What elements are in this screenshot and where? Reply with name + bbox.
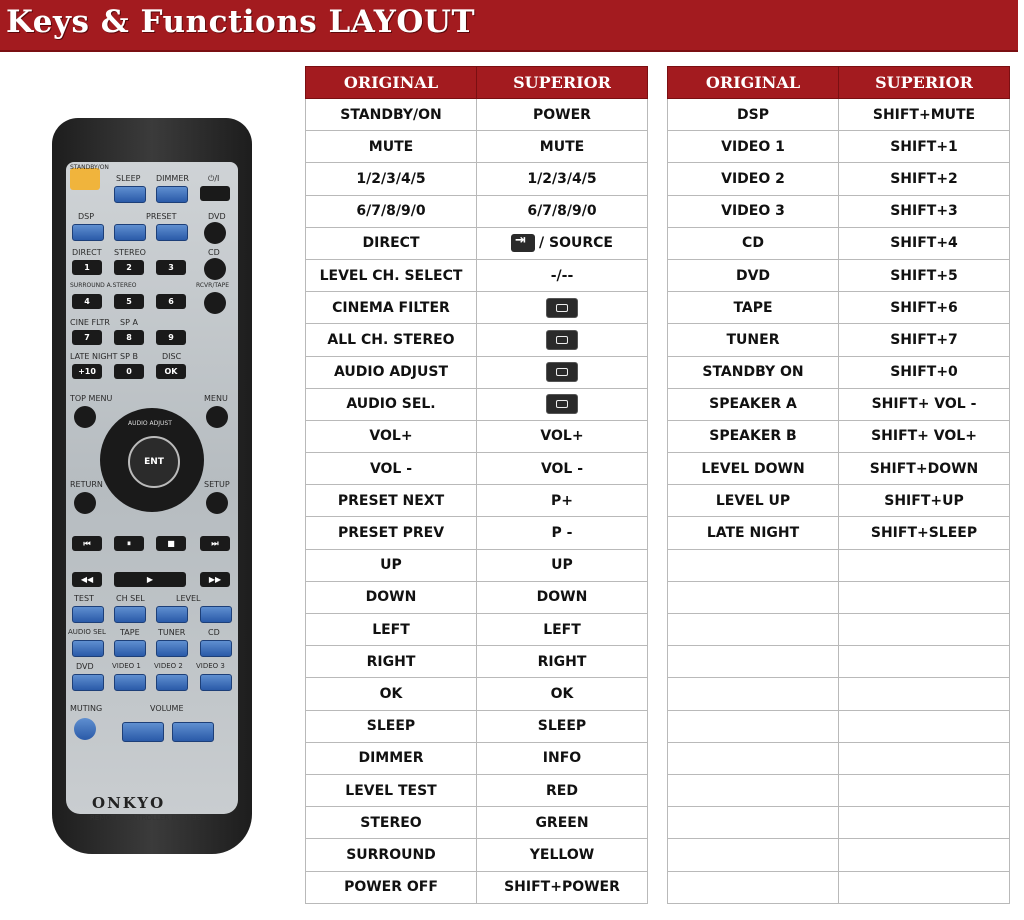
cell-superior: SHIFT+2 <box>839 163 1010 195</box>
table-row <box>306 646 648 678</box>
cell-original <box>668 614 839 646</box>
menu-label: MENU <box>204 394 228 403</box>
cell-original <box>668 710 839 742</box>
cell-original: SURROUND <box>306 839 477 871</box>
cell-superior: POWER <box>477 99 648 131</box>
key-icon <box>546 394 578 414</box>
level-up-button-image <box>200 606 232 623</box>
cell-superior <box>839 646 1010 678</box>
tuner-button-image <box>156 640 188 657</box>
cell-superior: -/-- <box>477 259 648 291</box>
table-row <box>306 742 648 774</box>
dvd2-label: DVD <box>76 662 94 671</box>
cell-original: UP <box>306 549 477 581</box>
cell-superior: RED <box>477 774 648 806</box>
cell-original: POWER OFF <box>306 871 477 903</box>
cell-superior <box>839 871 1010 903</box>
preset-label: PRESET <box>146 212 177 221</box>
table-row <box>668 292 1010 324</box>
cell-superior: LEFT <box>477 614 648 646</box>
cell-original: DIRECT <box>306 227 477 259</box>
remote-face <box>66 162 238 822</box>
direct-label: DIRECT <box>72 248 102 257</box>
cell-superior <box>839 678 1010 710</box>
number-3-image: 3 <box>156 260 186 275</box>
cell-original: LEVEL UP <box>668 485 839 517</box>
cell-original: RIGHT <box>306 646 477 678</box>
dvd-label: DVD <box>208 212 226 221</box>
cell-superior: SHIFT+6 <box>839 292 1010 324</box>
setup-label: SETUP <box>204 480 230 489</box>
number-1-image: 1 <box>72 260 102 275</box>
volume-down-button-image <box>122 722 164 742</box>
header-superior: SUPERIOR <box>839 67 1010 99</box>
standby-button-image <box>70 168 100 190</box>
table-row <box>668 99 1010 131</box>
cell-original <box>668 742 839 774</box>
cell-original: MUTE <box>306 131 477 163</box>
cell-original: SLEEP <box>306 710 477 742</box>
cell-superior <box>839 549 1010 581</box>
cine-label: CINE FLTR <box>70 318 110 327</box>
table-row <box>668 839 1010 871</box>
cell-original: LEVEL DOWN <box>668 453 839 485</box>
table-row <box>668 195 1010 227</box>
video1-button-image <box>114 674 146 691</box>
audiosel-button-image <box>72 640 104 657</box>
cell-original: STEREO <box>306 807 477 839</box>
dvd-input-button-image <box>72 674 104 691</box>
number-7-image: 7 <box>72 330 102 345</box>
page-header <box>0 0 1018 52</box>
cell-superior: SHIFT+7 <box>839 324 1010 356</box>
cell-superior: 6/7/8/9/0 <box>477 195 648 227</box>
forward-image: ▶▶ <box>200 572 230 587</box>
menu-button-image <box>206 406 228 428</box>
cell-superior <box>839 710 1010 742</box>
table-row <box>668 774 1010 806</box>
cell-superior-text: / SOURCE <box>539 235 613 252</box>
cell-original: 1/2/3/4/5 <box>306 163 477 195</box>
tape-button-image <box>114 640 146 657</box>
number-6-image: 6 <box>156 294 186 309</box>
cell-original: AUDIO ADJUST <box>306 356 477 388</box>
cell-original: 6/7/8/9/0 <box>306 195 477 227</box>
chsel-label: CH SEL <box>116 594 145 603</box>
stop-image: ■ <box>156 536 186 551</box>
cd-button-image <box>204 258 226 280</box>
cd-input-button-image <box>200 640 232 657</box>
enter-image: ENT <box>128 436 180 488</box>
table-row <box>668 646 1010 678</box>
cell-superior: SHIFT+ VOL+ <box>839 420 1010 452</box>
sleep-label: SLEEP <box>116 174 141 183</box>
number-8-image: 8 <box>114 330 144 345</box>
table-row <box>306 517 648 549</box>
cell-superior: SHIFT+DOWN <box>839 453 1010 485</box>
preset-right-button-image <box>156 224 188 241</box>
cell-superior <box>839 742 1010 774</box>
cell-original: PRESET NEXT <box>306 485 477 517</box>
tuner-label: TUNER <box>158 628 186 637</box>
ok-image: OK <box>156 364 186 379</box>
video3-label: VIDEO 3 <box>196 662 225 670</box>
video2-button-image <box>156 674 188 691</box>
header-superior: SUPERIOR <box>477 67 648 99</box>
volume-up-button-image <box>172 722 214 742</box>
dimmer-button-image <box>156 186 188 203</box>
table-row <box>668 388 1010 420</box>
spa-label: SP A <box>120 318 138 327</box>
table-row <box>668 549 1010 581</box>
model-label: REMOTE CONTROLLER RC-479S <box>90 814 202 822</box>
muting-button-image <box>74 718 96 740</box>
number-0-image: 0 <box>114 364 144 379</box>
setup-button-image <box>206 492 228 514</box>
cell-superior: OK <box>477 678 648 710</box>
cell-original <box>668 774 839 806</box>
cell-original: TUNER <box>668 324 839 356</box>
next-track-image: ⏭ <box>200 536 230 551</box>
cell-superior: UP <box>477 549 648 581</box>
table-row <box>306 614 648 646</box>
brand-logo: ONKYO <box>92 794 166 812</box>
cell-superior: SHIFT+3 <box>839 195 1010 227</box>
table-row <box>668 453 1010 485</box>
table-row <box>668 710 1010 742</box>
table-row <box>668 871 1010 903</box>
cell-original: VIDEO 3 <box>668 195 839 227</box>
cell-superior <box>477 324 648 356</box>
video3-button-image <box>200 674 232 691</box>
topmenu-button-image <box>74 406 96 428</box>
rcvr-button-image <box>204 292 226 314</box>
cell-original: DVD <box>668 259 839 291</box>
cell-superior: INFO <box>477 742 648 774</box>
cell-original: CINEMA FILTER <box>306 292 477 324</box>
return-label: RETURN <box>70 480 103 489</box>
audioadjust-label: AUDIO ADJUST <box>128 420 172 427</box>
table-row <box>668 742 1010 774</box>
table-row <box>668 356 1010 388</box>
cell-superior: 1/2/3/4/5 <box>477 163 648 195</box>
table-row <box>668 485 1010 517</box>
number-2-image: 2 <box>114 260 144 275</box>
cell-original <box>668 581 839 613</box>
table-row <box>306 259 648 291</box>
table-row <box>668 581 1010 613</box>
stereo-label: STEREO <box>114 248 146 257</box>
volume-label: VOLUME <box>150 704 184 713</box>
table-row <box>306 195 648 227</box>
topmenu-label: TOP MENU <box>70 394 113 403</box>
cell-original: CD <box>668 227 839 259</box>
cell-superior: VOL - <box>477 453 648 485</box>
mapping-table-left <box>305 66 648 904</box>
cell-superior <box>839 581 1010 613</box>
cell-original: VOL - <box>306 453 477 485</box>
table-row <box>306 710 648 742</box>
spb-label: SP B <box>120 352 138 361</box>
cell-superior: SHIFT+SLEEP <box>839 517 1010 549</box>
cell-original: VIDEO 2 <box>668 163 839 195</box>
plus10-image: +10 <box>72 364 102 379</box>
dsp-label: DSP <box>78 212 95 221</box>
table-row <box>668 163 1010 195</box>
table-row <box>306 678 648 710</box>
cell-superior: RIGHT <box>477 646 648 678</box>
chsel-button-image <box>114 606 146 623</box>
cell-original: SPEAKER B <box>668 420 839 452</box>
cell-superior: SHIFT+5 <box>839 259 1010 291</box>
table-row <box>306 292 648 324</box>
page-title: Keys & Functions LAYOUT <box>6 4 476 40</box>
cell-original: DIMMER <box>306 742 477 774</box>
table-row <box>306 163 648 195</box>
cell-original: STANDBY/ON <box>306 99 477 131</box>
number-5-image: 5 <box>114 294 144 309</box>
muting-label: MUTING <box>70 704 103 713</box>
cell-superior: VOL+ <box>477 420 648 452</box>
pause-image: ⏸ <box>114 536 144 551</box>
rcvr-label: RCVR/TAPE <box>196 282 230 289</box>
cell-original: TAPE <box>668 292 839 324</box>
cell-original: OK <box>306 678 477 710</box>
cell-superior: MUTE <box>477 131 648 163</box>
cell-original <box>668 807 839 839</box>
cell-original: LEFT <box>306 614 477 646</box>
cell-original: STANDBY ON <box>668 356 839 388</box>
header-original: ORIGINAL <box>668 67 839 99</box>
cell-superior <box>839 807 1010 839</box>
table-row <box>306 871 648 903</box>
cell-original: DSP <box>668 99 839 131</box>
rewind-image: ◀◀ <box>72 572 102 587</box>
table-row <box>306 581 648 613</box>
cell-superior: SHIFT+UP <box>839 485 1010 517</box>
cell-superior <box>839 839 1010 871</box>
cell-original: LEVEL CH. SELECT <box>306 259 477 291</box>
return-button-image <box>74 492 96 514</box>
dvd-button-image <box>204 222 226 244</box>
preset-left-button-image <box>114 224 146 241</box>
cell-original: LATE NIGHT <box>668 517 839 549</box>
table-row <box>306 227 648 259</box>
disc-label: DISC <box>162 352 182 361</box>
number-9-image: 9 <box>156 330 186 345</box>
cell-superior: SHIFT+1 <box>839 131 1010 163</box>
cell-original <box>668 871 839 903</box>
table-row <box>668 807 1010 839</box>
table-row <box>306 356 648 388</box>
cell-original: SPEAKER A <box>668 388 839 420</box>
cell-superior <box>477 227 648 259</box>
latenight-label: LATE NIGHT <box>70 352 118 361</box>
cell-original: ALL CH. STEREO <box>306 324 477 356</box>
table-row <box>306 549 648 581</box>
table-row <box>306 774 648 806</box>
table-row <box>306 807 648 839</box>
cell-original <box>668 839 839 871</box>
table-row <box>668 420 1010 452</box>
cell-original <box>668 549 839 581</box>
cd-label: CD <box>208 248 220 257</box>
cell-superior: SHIFT+MUTE <box>839 99 1010 131</box>
cell-original <box>668 678 839 710</box>
dsp-button-image <box>72 224 104 241</box>
power-label: ⏻/I <box>208 174 220 183</box>
sleep-button-image <box>114 186 146 203</box>
cell-superior: SHIFT+0 <box>839 356 1010 388</box>
cell-original: DOWN <box>306 581 477 613</box>
number-4-image: 4 <box>72 294 102 309</box>
cell-superior: P+ <box>477 485 648 517</box>
cell-superior <box>839 774 1010 806</box>
table-row <box>306 388 648 420</box>
table-row <box>668 131 1010 163</box>
cell-superior: P - <box>477 517 648 549</box>
cell-superior: SHIFT+POWER <box>477 871 648 903</box>
video1-label: VIDEO 1 <box>112 662 141 670</box>
table-row <box>306 839 648 871</box>
test-label: TEST <box>74 594 94 603</box>
key-icon <box>546 362 578 382</box>
cell-superior <box>839 614 1010 646</box>
table-row <box>306 99 648 131</box>
cell-superior: DOWN <box>477 581 648 613</box>
table-row <box>668 259 1010 291</box>
table-row <box>668 614 1010 646</box>
table-row <box>668 517 1010 549</box>
remote-control-image <box>52 118 252 854</box>
surround-label: SURROUND A.STEREO <box>70 282 137 289</box>
key-icon <box>546 298 578 318</box>
header-original: ORIGINAL <box>306 67 477 99</box>
tape-label: TAPE <box>120 628 140 637</box>
standby-label: STANDBY/ON <box>70 164 109 171</box>
cell-superior: SLEEP <box>477 710 648 742</box>
dimmer-label: DIMMER <box>156 174 189 183</box>
table-row <box>668 324 1010 356</box>
cd2-label: CD <box>208 628 220 637</box>
cell-superior: YELLOW <box>477 839 648 871</box>
power-button-image <box>200 186 230 201</box>
table-row <box>306 420 648 452</box>
cell-superior: SHIFT+4 <box>839 227 1010 259</box>
cell-superior: GREEN <box>477 807 648 839</box>
cell-superior <box>477 388 648 420</box>
table-row <box>668 678 1010 710</box>
table-row <box>306 324 648 356</box>
cell-original: LEVEL TEST <box>306 774 477 806</box>
table-row <box>668 227 1010 259</box>
table-row <box>306 453 648 485</box>
level-label: LEVEL <box>176 594 201 603</box>
cell-original: AUDIO SEL. <box>306 388 477 420</box>
table-row <box>306 131 648 163</box>
video2-label: VIDEO 2 <box>154 662 183 670</box>
play-image: ▶ <box>114 572 186 587</box>
level-down-button-image <box>156 606 188 623</box>
cell-superior <box>477 356 648 388</box>
mapping-table-right <box>667 66 1010 904</box>
cell-superior <box>477 292 648 324</box>
prev-track-image: ⏮ <box>72 536 102 551</box>
table-row <box>306 485 648 517</box>
cell-original: VOL+ <box>306 420 477 452</box>
cell-original <box>668 646 839 678</box>
cell-superior: SHIFT+ VOL - <box>839 388 1010 420</box>
test-button-image <box>72 606 104 623</box>
audiosel-label: AUDIO SEL <box>68 628 106 636</box>
cell-original: PRESET PREV <box>306 517 477 549</box>
cell-original: VIDEO 1 <box>668 131 839 163</box>
key-icon <box>546 330 578 350</box>
source-icon <box>511 234 535 252</box>
